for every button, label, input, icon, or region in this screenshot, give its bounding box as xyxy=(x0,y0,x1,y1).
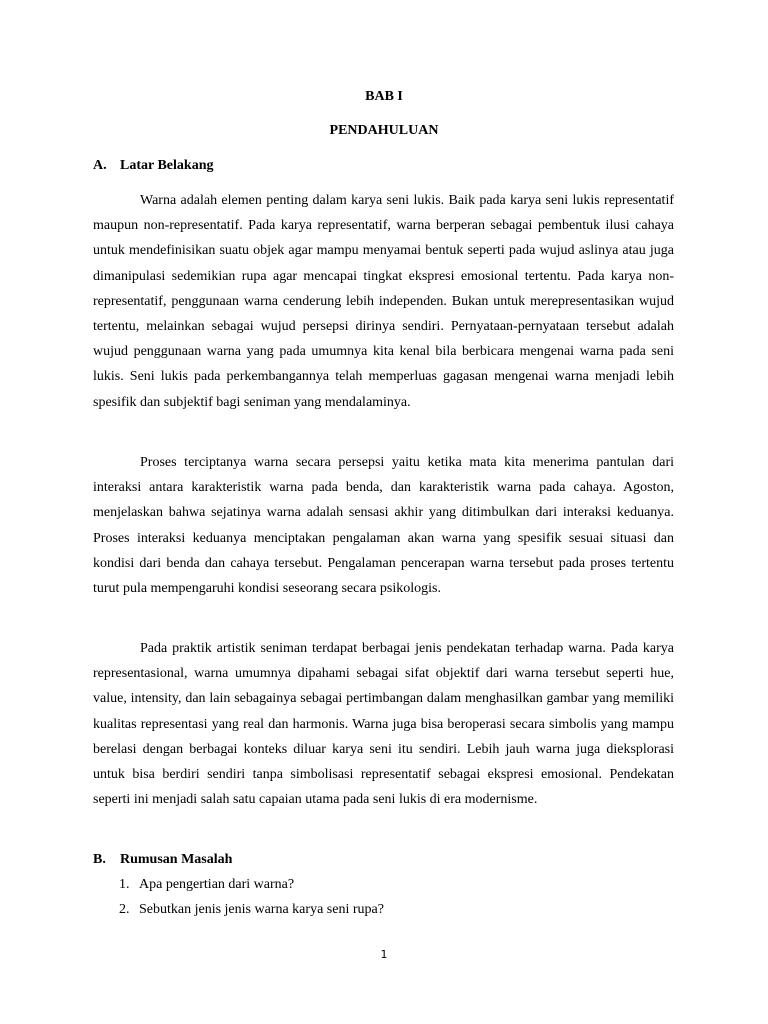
list-item-number: 1. xyxy=(119,877,130,892)
paragraph: Proses terciptanya warna secara persepsi yaitu ketika mata kita menerima pantulan dari interaksi antara karakteristik warna pada benda, dan karakteristik warna pada cahaya. Agoston, menjelaskan bahwa sejatinya warna adalah sensasi akhir yang ditimbulkan dari interaksi keduanya. Proses interaksi keduanya menciptakan pengalaman akan warna yang spesifik sesuai situasi dan kondisi dari benda dan cahaya tersebut. Pengalaman pencerapan warna tersebut pada proses tertentu turut pula mempengaruhi kondisi seseorang secara psikologis. xyxy=(93,455,674,597)
page-number: 1 xyxy=(380,948,388,961)
section-heading-latar-belakang xyxy=(93,157,213,175)
section-heading-rumusan-masalah xyxy=(93,851,232,869)
chapter-number: BAB I xyxy=(365,89,403,104)
paragraph: Pada praktik artistik seniman terdapat berbagai jenis pendekatan terhadap warna. Pada karya representasional, warna umumnya dipahami sebagai sifat objektif dari warna tersebut seperti hue, value, intensity, dan lain sebagainya sebagai pertimbangan dalam menghasilkan gambar yang memiliki kualitas representasi yang real dan harmonis. Warna juga bisa beroperasi secara simbolis yang mampu berelasi dengan berbagai konteks diluar karya seni itu sendiri. Lebih jauh warna juga dieksplorasi untuk bisa berdiri sendiri tanpa simbolisasi representatif sebagai ekspresi emosional. Pendekatan seperti ini menjadi salah satu capaian utama pada seni lukis di era modernisme. xyxy=(93,641,674,808)
list-item-text: Sebutkan jenis jenis warna karya seni rupa? xyxy=(139,902,384,917)
list-item-text: Apa pengertian dari warna? xyxy=(139,877,295,892)
section-title: Rumusan Masalah xyxy=(120,852,233,867)
section-letter: A. xyxy=(93,158,107,173)
section-title: Latar Belakang xyxy=(120,158,214,173)
section-letter: B. xyxy=(93,852,106,867)
list-item-number: 2. xyxy=(119,902,130,917)
paragraph: Warna adalah elemen penting dalam karya seni lukis. Baik pada karya seni lukis representatif maupun non-representatif. Pada karya representatif, warna berperan sebagai pembentuk ilusi cahaya untuk mendefinisikan suatu objek agar mampu menyamai bentuk seperti pada wujud aslinya atau juga dimanipulasi sedemikian rupa agar mencapai tingkat ekspresi emosional tertentu. Pada karya non-representatif, penggunaan warna cenderung lebih independen. Bukan untuk merepresentasikan wujud tertentu, melainkan sebagai wujud persepsi dirinya sendiri. Pernyataan-pernyataan tersebut adalah wujud penggunaan warna yang pada umumnya kita kenal bila berbicara mengenai warna pada seni lukis. Seni lukis pada perkembangannya telah memperluas gagasan mengenai warna menjadi lebih spesifik dan subjektif bagi seniman yang mendalaminya. xyxy=(93,193,674,410)
chapter-title: PENDAHULUAN xyxy=(329,123,439,138)
list-item xyxy=(119,872,384,897)
list-item xyxy=(119,897,384,922)
question-list xyxy=(119,872,384,922)
